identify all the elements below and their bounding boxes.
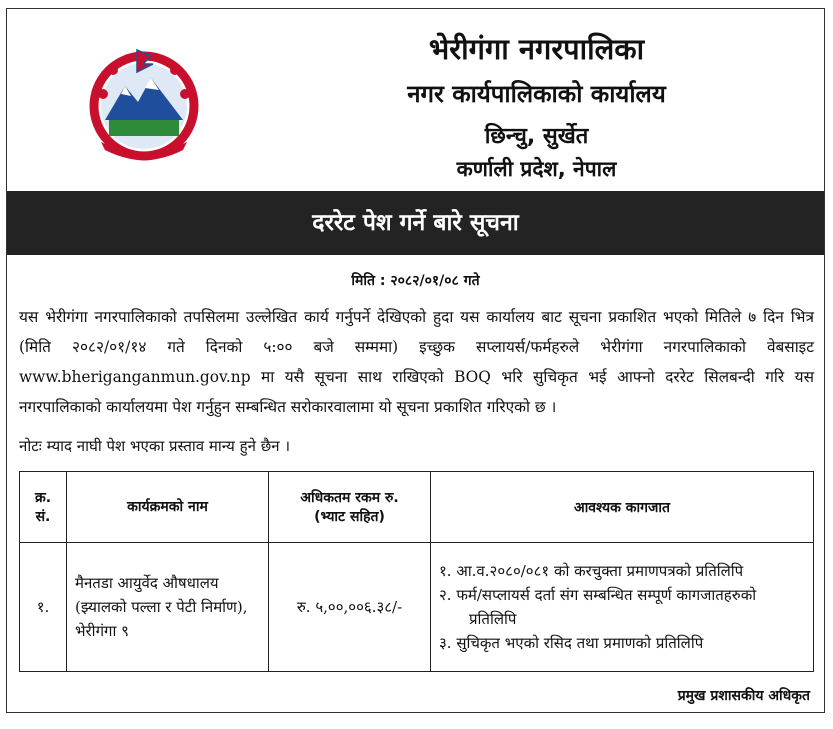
table-header-row <box>20 472 814 543</box>
document-item: २. फर्म/सप्लायर्स दर्ता संग सम्बन्धित सम्पूर्ण कागजातहरुको प्रतिलिपि <box>439 586 757 628</box>
row-serial: १. <box>20 543 67 672</box>
header-max-amount-line2: (भ्याट सहित) <box>314 509 385 525</box>
letterhead <box>7 9 826 192</box>
document-item: ३. सुचिकृत भएको रसिद तथा प्रमाणको प्रतिलिपि <box>439 634 704 652</box>
header-max-amount <box>269 472 431 543</box>
header-documents: आवश्यक कागजात <box>431 472 814 543</box>
header-max-amount-line1: अधिकतम रकम रु. <box>300 490 399 506</box>
header-program-name: कार्यक्रमको नाम <box>67 472 269 543</box>
row-amount: रु. ५,००,००६.३८/- <box>269 543 431 672</box>
table-row <box>20 543 814 672</box>
notice-frame <box>6 8 825 713</box>
notice-title: दररेट पेश गर्ने बारे सूचना <box>7 191 824 255</box>
office-name: नगर कार्यपालिकाको कार्यालय <box>407 80 666 108</box>
header-serial: क्र. सं. <box>20 472 67 543</box>
row-documents <box>431 543 814 672</box>
notice-date: मिति : २०८२/०१/०८ गते <box>351 273 480 289</box>
items-table <box>19 471 814 672</box>
signatory-title: प्रमुख प्रशासकीय अधिकृत <box>677 688 810 704</box>
municipality-name: भेरीगंगा नगरपालिका <box>428 32 645 66</box>
document-item: १. आ.व.२०८०/०८१ को करचुक्ता प्रमाणपत्रको प्रतिलिपि <box>439 562 744 580</box>
province-country: कर्णाली प्रदेश, नेपाल <box>456 157 617 181</box>
office-location: छिन्चु, सुर्खेत <box>484 124 589 149</box>
notice-note: नोटः म्याद नाघी पेश भएका प्रस्ताव मान्य हुने छैन । <box>19 437 291 455</box>
nepal-emblem-icon <box>83 42 205 164</box>
row-program-name: मैनतडा आयुर्वेद औषधालय (झ्यालको पल्ला र पेटी निर्माण), भेरीगंगा ९ <box>67 543 269 672</box>
notice-body: यस भेरीगंगा नगरपालिकाको तपसिलमा उल्लेखित कार्य गर्नुपर्ने देखिएको हुदा यस कार्यालय बाट सूचना प्रकाशित भएको मितिले ७ दिन भित्र (मिति २०८२/०१/१४ गते दिनको ५:०० बजे सम्ममा) इच्छुक सप्लायर्स/फर्महरुले भेरीगंगा नगरपालिकाको वेबसाइट www.bheriganganmun.gov.np मा यसै सूचना साथ राखिएको BOQ भरि सुचिकृत भई आफ्नो दररेट सिलबन्दी गरि यस नगरपालिकाको कार्यालयमा पेश गर्नुहुन सम्बन्धित सरोकारवालामा यो सूचना प्रकाशित गरिएको छ । <box>19 308 814 416</box>
